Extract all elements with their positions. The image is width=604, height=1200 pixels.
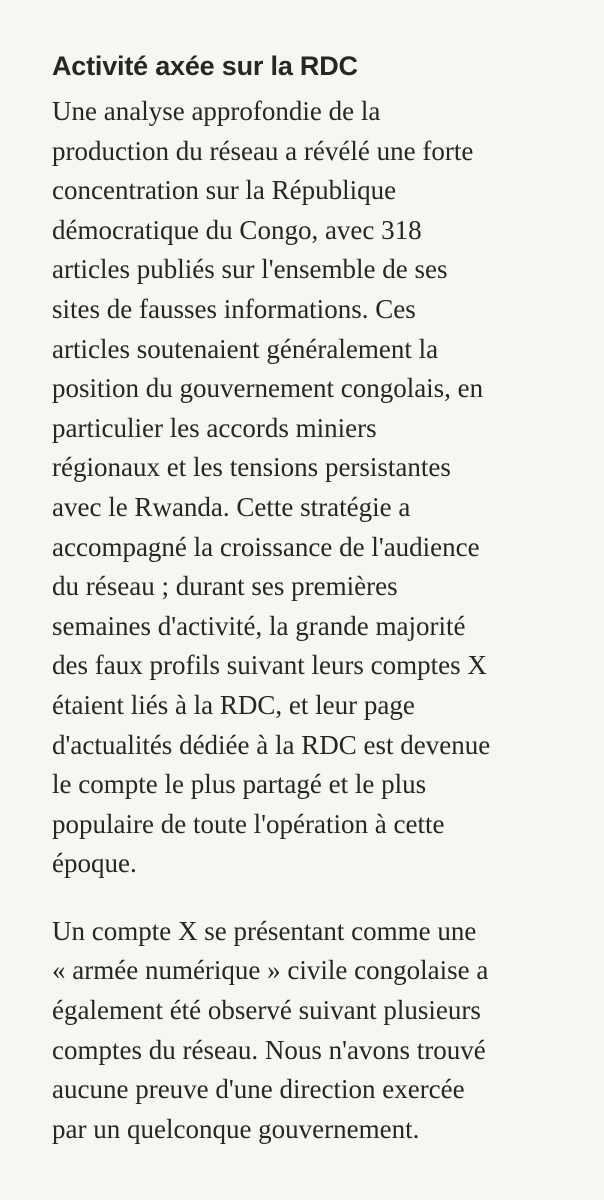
paragraph-2 [52, 912, 600, 1150]
text-line: étaient liés à la RDC, et leur page [52, 689, 415, 720]
text-line: époque. [52, 848, 137, 879]
text-line: comptes du réseau. Nous n'avons trouvé [52, 1034, 486, 1065]
text-line: concentration sur la République [52, 175, 397, 206]
paragraph-1 [52, 92, 600, 884]
text-line: par un quelconque gouvernement. [52, 1113, 420, 1144]
text-line: des faux profils suivant leurs comptes X [52, 650, 487, 681]
text-line: démocratique du Congo, avec 318 [52, 214, 422, 245]
text-line: particulier les accords miniers [52, 412, 377, 443]
text-line: d'actualités dédiée à la RDC est devenue [52, 729, 491, 760]
text-line: semaines d'activité, la grande majorité [52, 610, 466, 641]
text-line: populaire de toute l'opération à cette [52, 808, 445, 839]
text-line: accompagné la croissance de l'audience [52, 531, 480, 562]
article-section [52, 44, 600, 1149]
text-line: du réseau ; durant ses premières [52, 571, 398, 602]
text-line: « armée numérique » civile congolaise a [52, 955, 489, 986]
text-line: Une analyse approfondie de la [52, 96, 381, 126]
text-line: articles soutenaient généralement la [52, 333, 439, 364]
text-line: sites de fausses informations. Ces [52, 293, 416, 324]
text-line: régionaux et les tensions persistantes [52, 452, 451, 483]
text-line: articles publiés sur l'ensemble de ses [52, 254, 448, 285]
text-line: également été observé suivant plusieurs [52, 995, 481, 1026]
text-line: position du gouvernement congolais, en [52, 373, 484, 404]
text-line: Un compte X se présentant comme une [52, 915, 477, 946]
section-heading: Activité axée sur la RDC [52, 51, 358, 81]
text-line: production du réseau a révélé une forte [52, 135, 474, 166]
text-line: le compte le plus partagé et le plus [52, 769, 427, 800]
text-line: avec le Rwanda. Cette stratégie a [52, 491, 411, 522]
text-line: aucune preuve d'une direction exercée [52, 1074, 465, 1105]
